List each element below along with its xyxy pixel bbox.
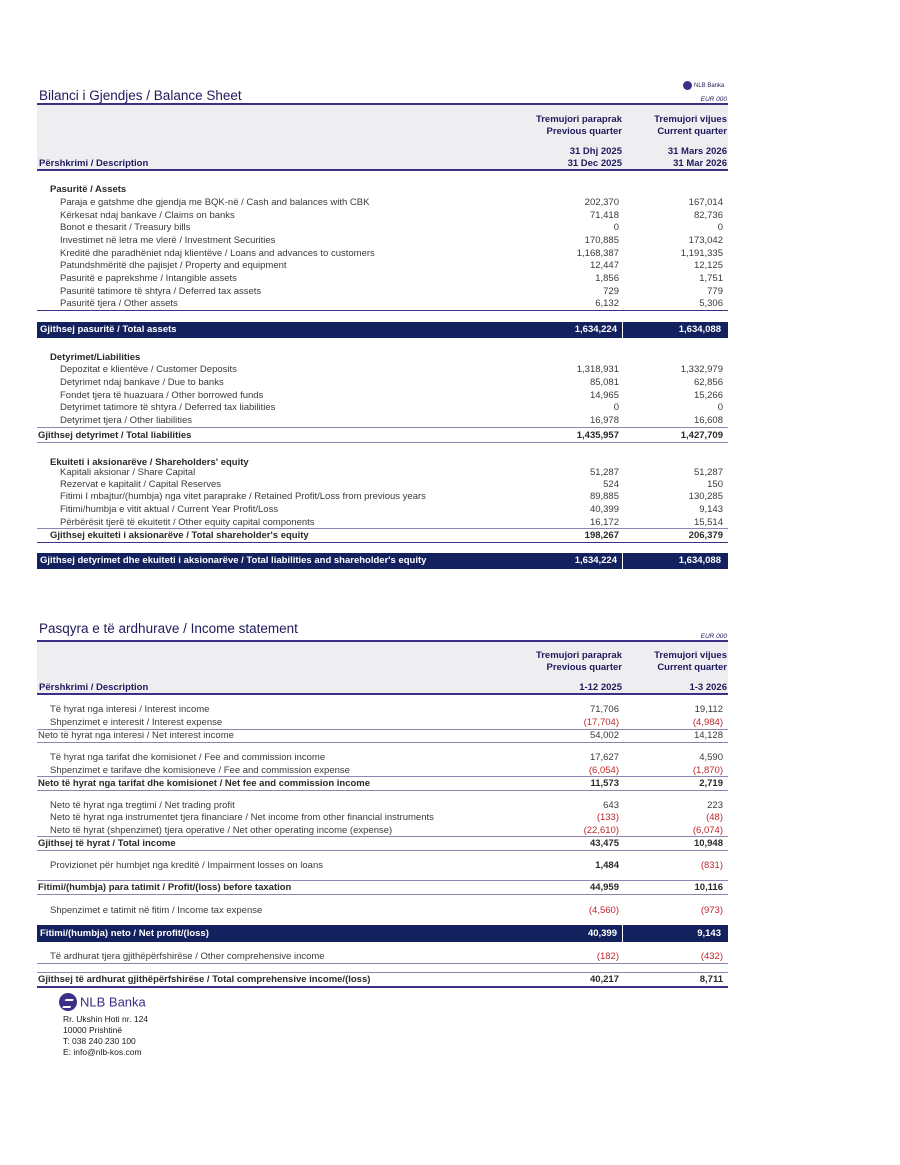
- income-bottom-rule: [37, 986, 728, 988]
- equity-heading: Ekuiteti i aksionarëve / Shareholders' equity: [50, 457, 249, 468]
- income-rule: [37, 963, 728, 964]
- balance-description-header: Përshkrimi / Description: [39, 158, 149, 169]
- total-liabilities-rule: [37, 442, 728, 443]
- oci-row: Të ardhurat tjera gjithëpërfshirëse / Other comprehensive income (182) (432): [50, 951, 723, 962]
- income-description-header: Përshkrimi / Description: [39, 682, 149, 693]
- balance-header-rule: [37, 169, 728, 171]
- income-header-rule: [37, 693, 728, 695]
- nlb-logo-icon: [59, 993, 77, 1011]
- income-col2-period: 1-3 2026: [689, 682, 727, 693]
- table-row: Neto të hyrat nga tregtimi / Net trading profit 643 223: [50, 800, 723, 811]
- income-statement-title: Pasqyra e të ardhurave / Income statement: [39, 621, 298, 636]
- table-row: Të hyrat nga tarifat dhe komisionet / Fee and commission income 17,627 4,590: [50, 752, 723, 763]
- table-row: Përbërësit tjerë të ekuitetit / Other equity capital components 16,172 15,514: [60, 517, 723, 528]
- table-row: Detyrimet tjera / Other liabilities 16,978 16,608: [60, 415, 723, 426]
- table-row: Pasuritë tatimore të shtyra / Deferred tax assets 729 779: [60, 286, 723, 297]
- table-row: Shpenzimet e tarifave dhe komisioneve / Fee and commission expense (6,054) (1,870): [50, 765, 723, 776]
- total-equity-row: Gjithsej ekuiteti i aksionarëve / Total shareholder's equity 198,267 206,379: [50, 530, 723, 541]
- balance-col1-date2: 31 Dec 2025: [567, 158, 622, 169]
- table-row: Të hyrat nga interesi / Interest income 71,706 19,112: [50, 704, 723, 715]
- table-row: Kapitali aksionar / Share Capital 51,287 51,287: [60, 467, 723, 478]
- balance-col2-date2: 31 Mar 2026: [673, 158, 727, 169]
- nlb-logo-icon: [683, 81, 692, 90]
- address-street: Rr. Ukshin Hoti nr. 124: [63, 1014, 149, 1024]
- table-row: Patundshmëritë dhe pajisjet / Property and equipment 12,447 12,125: [60, 260, 723, 271]
- income-col2-label2: Current quarter: [657, 662, 727, 673]
- income-rule: [37, 894, 728, 895]
- income-currency: EUR 000: [700, 633, 727, 640]
- total-income-row: Gjithsej të hyrat / Total income 43,475 10,948: [38, 838, 723, 849]
- address-city: 10000 Prishtinë: [63, 1025, 123, 1035]
- table-row: Rezervat e kapitalit / Capital Reserves 524 150: [60, 479, 723, 490]
- impairment-row: Provizionet për humbjet nga kreditë / Impairment losses on loans 1,484 (831): [50, 860, 723, 871]
- table-row: Investimet në letra me vlerë / Investment Securities 170,885 173,042: [60, 235, 723, 246]
- income-col1-label2: Previous quarter: [546, 662, 622, 673]
- nlb-logo: NLB Banka: [59, 993, 146, 1011]
- table-row: Pasuritë e paprekshme / Intangible assets 1,856 1,751: [60, 273, 723, 284]
- balance-col1-label1: Tremujori paraprak: [535, 114, 622, 125]
- table-row: Kreditë dhe paradhëniet ndaj klientëve / Loans and advances to customers 1,168,387 1,191,335: [60, 248, 723, 259]
- net-fee-row: Neto të hyrat nga tarifat dhe komisionet / Net fee and commission income 11,573 2,719: [38, 778, 723, 789]
- income-col2-label1: Tremujori vijues: [654, 650, 727, 661]
- balance-col1-label2: Previous quarter: [546, 126, 622, 137]
- total-liabilities-row: Gjithsej detyrimet / Total liabilities 1,435,957 1,427,709: [38, 430, 723, 441]
- assets-heading: Pasuritë / Assets: [50, 184, 127, 195]
- profit-before-tax-row: Fitimi/(humbja) para tatimit / Profit/(loss) before taxation 44,959 10,116: [38, 882, 723, 893]
- income-rule: [37, 790, 728, 791]
- balance-col2-label2: Current quarter: [657, 126, 727, 137]
- total-ci-row: Gjithsej të ardhurat gjithëpërfshirëse / Total comprehensive income/(loss) 40,217 8,711: [38, 974, 723, 985]
- balance-col2-label1: Tremujori vijues: [654, 114, 727, 125]
- table-row: Shpenzimet e interesit / Interest expense (17,704) (4,984): [50, 717, 723, 728]
- table-row: Pasuritë tjera / Other assets 6,132 5,306: [60, 298, 723, 309]
- balance-col2-date1: 31 Mars 2026: [667, 146, 727, 157]
- table-row: Fitimi/humbja e vitit aktual / Current Year Profit/Loss 40,399 9,143: [60, 504, 723, 515]
- table-row: Neto të hyrat (shpenzimet) tjera operative / Net other operating income (expense) (22,610) (6,074): [50, 825, 723, 836]
- table-row: Paraja e gatshme dhe gjendja me BQK-në / Cash and balances with CBK 202,370 167,014: [60, 197, 723, 208]
- address-phone: T: 038 240 230 100: [63, 1036, 136, 1046]
- liabilities-rule: [37, 427, 728, 428]
- income-rule: [37, 850, 728, 851]
- liabilities-heading: Detyrimet/Liabilities: [50, 352, 141, 363]
- income-col1-label1: Tremujori paraprak: [535, 650, 622, 661]
- total-equity-rule: [37, 542, 728, 543]
- balance-currency: EUR 000: [700, 96, 727, 103]
- net-profit-band: Fitimi/(humbja) neto / Net profit/(loss) 40,399 9,143: [37, 925, 728, 942]
- table-row: Neto të hyrat nga instrumentet tjera financiare / Net income from other financial instruments (133) (48): [50, 812, 723, 823]
- balance-sheet-title: Bilanci i Gjendjes / Balance Sheet: [39, 88, 242, 103]
- table-row: Depozitat e klientëve / Customer Deposits 1,318,931 1,332,979: [60, 364, 723, 375]
- total-assets-band: Gjithsej pasuritë / Total assets 1,634,224 1,634,088: [37, 322, 728, 338]
- income-tax-row: Shpenzimet e tatimit në fitim / Income tax expense (4,560) (973): [50, 905, 723, 916]
- table-row: Detyrimet tatimore të shtyra / Deferred tax liabilities 0 0: [60, 402, 723, 413]
- income-rule: [37, 742, 728, 743]
- total-liabilities-equity-band: Gjithsej detyrimet dhe ekuiteti i aksionarëve / Total liabilities and shareholder's equity 1,634,224 1,634,088: [37, 553, 728, 569]
- net-interest-row: Neto të hyrat nga interesi / Net interest income 54,002 14,128: [38, 730, 723, 741]
- income-col1-period: 1-12 2025: [579, 682, 622, 693]
- table-row: Fitimi I mbajtur/(humbja) nga vitet paraprake / Retained Profit/Loss from previous years 89,885 130,285: [60, 491, 723, 502]
- table-row: Fondet tjera të huazuara / Other borrowed funds 14,965 15,266: [60, 390, 723, 401]
- nlb-logo-small: NLB Banka: [683, 81, 724, 91]
- assets-rule: [37, 310, 728, 311]
- table-row: Bonot e thesarit / Treasury bills 0 0: [60, 222, 723, 233]
- address-email: E: info@nlb-kos.com: [63, 1047, 142, 1057]
- table-row: Kërkesat ndaj bankave / Claims on banks 71,418 82,736: [60, 210, 723, 221]
- balance-col1-date1: 31 Dhj 2025: [569, 146, 622, 157]
- table-row: Detyrimet ndaj bankave / Due to banks 85,081 62,856: [60, 377, 723, 388]
